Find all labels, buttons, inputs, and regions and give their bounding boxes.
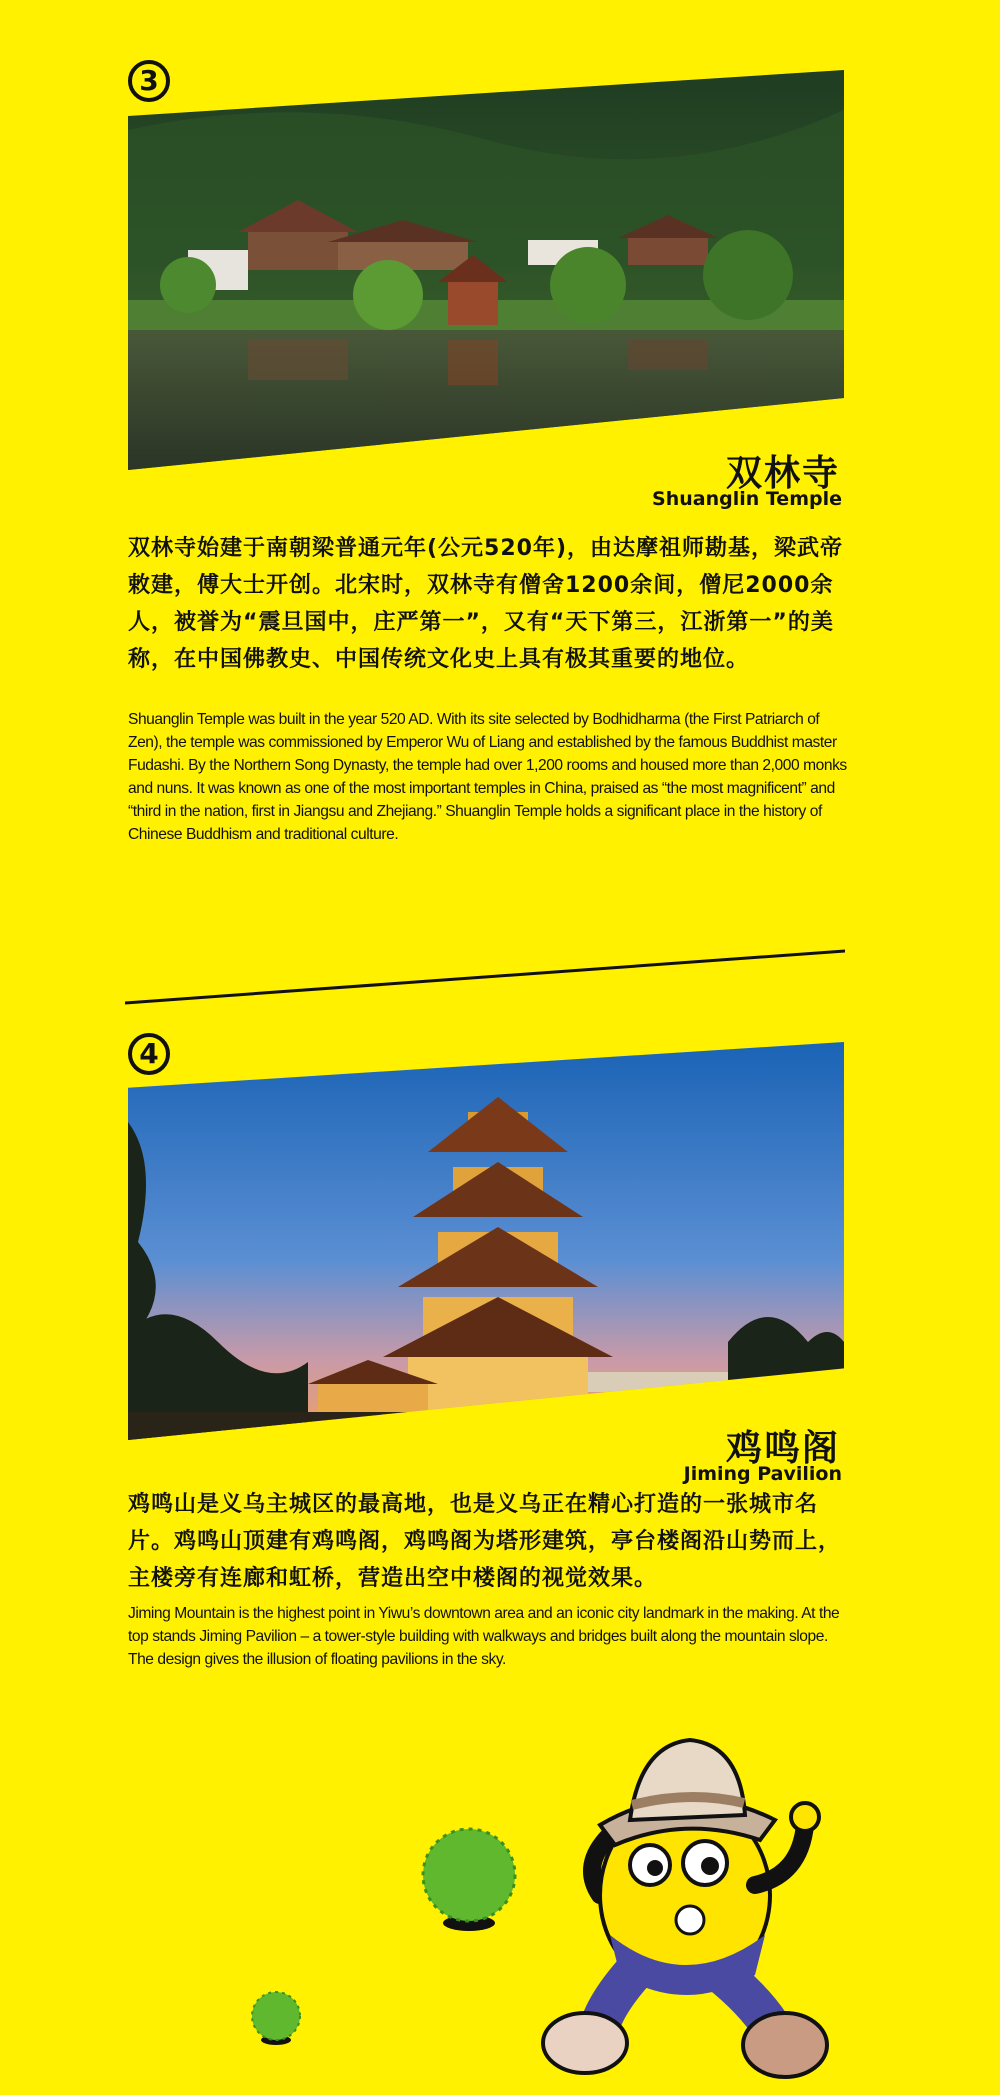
bush-small-icon bbox=[248, 1988, 308, 2048]
mascot-character-icon bbox=[540, 1705, 860, 2095]
temple-description-zh: 双林寺始建于南朝梁普通元年(公元520年)，由达摩祖师勘基，梁武帝敕建，傅大士开创。北宋时，双林寺有僧舍1200余间，僧尼2000余人，被誉为“震旦国中，庄严第一”，又有“天下第三，江浙第一”的美称，在中国佛教史、中国传统文化史上具有极其重要的地位。 bbox=[128, 536, 844, 672]
temple-title-zh: 双林寺 bbox=[725, 453, 840, 494]
bush-large-icon bbox=[415, 1825, 525, 1935]
pavilion-description-en: Jiming Mountain is the highest point in Yiwu’s downtown area and an iconic city landmark in the making. At the top stands Jiming Pavilion – a tower-style building with walkways and bridges built along the mountain slope. The design gives the illusion of floating pavilions in the sky. bbox=[128, 1605, 840, 1668]
pavilion-description-zh: 鸡鸣山是义乌主城区的最高地，也是义乌正在精心打造的一张城市名片。鸡鸣山顶建有鸡鸣阁，鸡鸣阁为塔形建筑，亭台楼阁沿山势而上，主楼旁有连廊和虹桥，营造出空中楼阁的视觉效果。 bbox=[128, 1492, 842, 1591]
temple-description-en: Shuanglin Temple was built in the year 520 AD. With its site selected by Bodhidharma (the First Patriarch of Zen), the temple was commissioned by Emperor Wu of Liang and established by the famous Buddhist master Fudashi. By the Northern Song Dynasty, the temple had over 1,200 rooms and housed more than 2,000 monks and nuns. It was known as one of the most important temples in China, praised as “the most magnificent” and “third in the nation, first in Jiangsu and Zhejiang.” Shuanglin Temple holds a significant place in the history of Chinese Buddhism and traditional culture. bbox=[128, 711, 847, 843]
jiming-pavilion-photo bbox=[128, 1042, 844, 1440]
section-number-badge: 3 bbox=[128, 60, 170, 102]
pavilion-title-zh: 鸡鸣阁 bbox=[725, 1428, 840, 1469]
section-number-badge: 4 bbox=[128, 1033, 170, 1075]
pavilion-title-en: Jiming Pavilion bbox=[683, 1463, 842, 1485]
section-divider bbox=[125, 935, 845, 1005]
shuanglin-temple-photo bbox=[128, 70, 844, 470]
temple-title-en: Shuanglin Temple bbox=[652, 488, 842, 510]
